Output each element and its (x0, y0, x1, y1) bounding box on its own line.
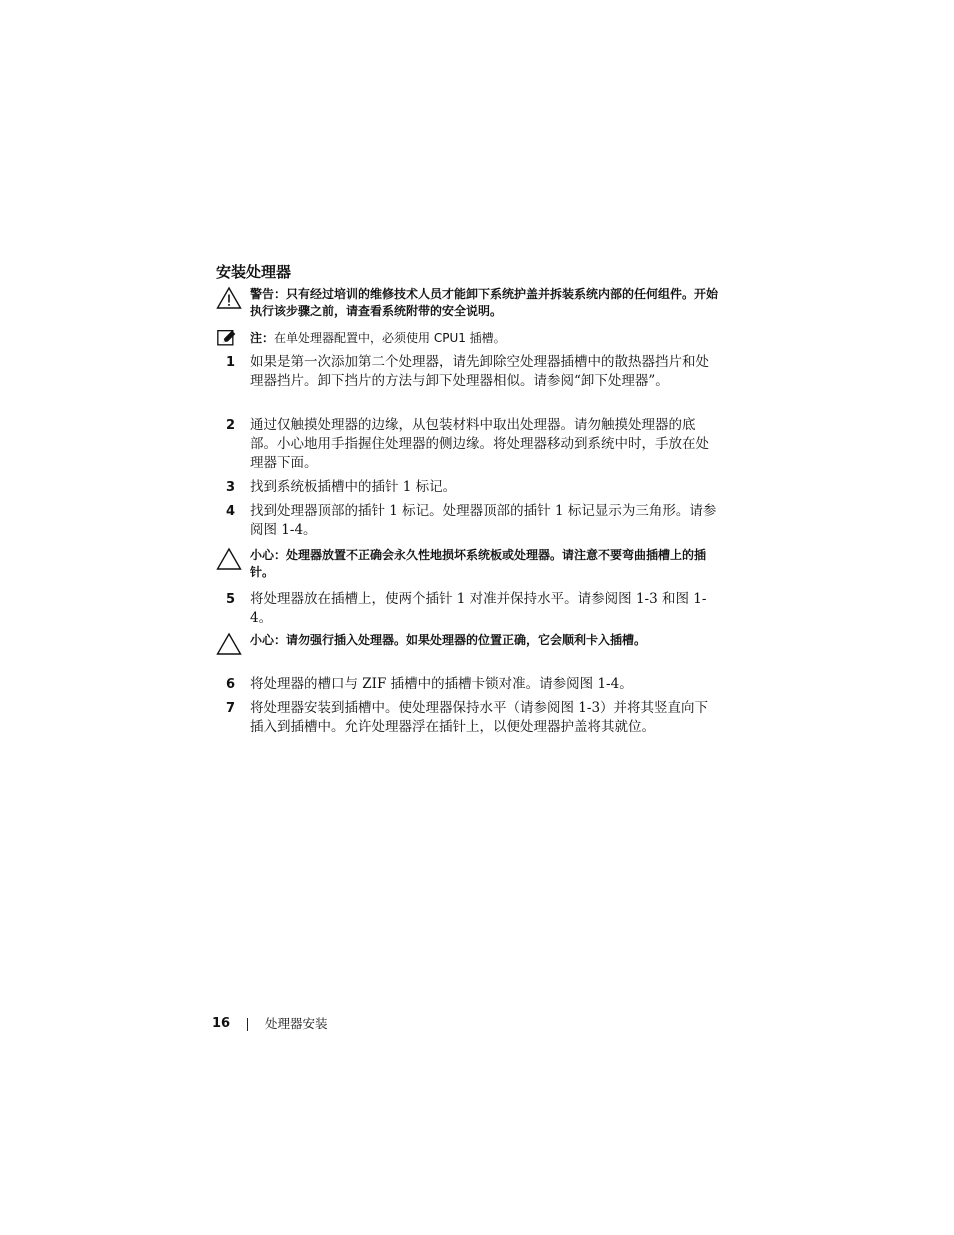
warning-triangle-icon (216, 286, 242, 310)
step-number: 1 (226, 355, 236, 370)
warning-notice (216, 286, 719, 326)
page-number: 16 (212, 1016, 231, 1031)
step-text: 将处理器安装到插槽中。使处理器保持水平（请参阅图 1-3）并将其竖直向下插入到插槽中。允许处理器浮在插针上，以便处理器护盖将其就位。 (250, 700, 709, 735)
caution-text (250, 547, 720, 581)
step-number: 3 (226, 480, 236, 495)
step-text: 将处理器放在插槽上，使两个插针 1 对准并保持水平。请参阅图 1-3 和图 1-4。 (250, 591, 707, 626)
warning-label: 警告： (250, 287, 287, 301)
caution-notice (216, 632, 711, 672)
step-text: 找到处理器顶部的插针 1 标记。处理器顶部的插针 1 标记显示为三角形。请参阅图 1-4。 (250, 503, 717, 538)
note-label: 注： (250, 331, 275, 345)
caution-triangle-icon (216, 547, 242, 571)
note-body: 在单处理器配置中，必须使用 CPU1 插槽。 (274, 331, 506, 345)
footer-divider (247, 1018, 248, 1031)
caution-body: 请勿强行插入处理器。如果处理器的位置正确，它会顺利卡入插槽。 (286, 633, 647, 647)
step-text: 如果是第一次添加第二个处理器，请先卸除空处理器插槽中的散热器挡片和处理器挡片。卸下挡片的方法与卸下处理器相似。请参阅“卸下处理器”。 (250, 354, 709, 389)
warning-text (250, 286, 720, 320)
footer-chapter-title: 处理器安装 (265, 1016, 328, 1031)
caution-label: 小心： (250, 633, 287, 647)
step-number: 4 (226, 504, 236, 519)
step-text: 将处理器的槽口与 ZIF 插槽中的插槽卡锁对准。请参阅图 1-4。 (250, 676, 633, 692)
step-number: 7 (226, 701, 236, 716)
caution-label: 小心： (250, 548, 287, 562)
step-number: 2 (226, 418, 236, 433)
step-number: 6 (226, 677, 236, 692)
note-pencil-icon (216, 329, 238, 349)
note-text (250, 330, 720, 347)
step-number: 5 (226, 592, 236, 607)
caution-text (250, 632, 720, 649)
caution-triangle-icon (216, 632, 242, 656)
note-notice (216, 330, 711, 350)
step-text: 找到系统板插槽中的插针 1 标记。 (250, 479, 457, 495)
step-text: 通过仅触摸处理器的边缘，从包装材料中取出处理器。请勿触摸处理器的底部。小心地用手指握住处理器的侧边缘。将处理器移动到系统中时，手放在处理器下面。 (250, 417, 709, 471)
warning-body: 只有经过培训的维修技术人员才能卸下系统护盖并拆装系统内部的任何组件。开始执行该步骤之前，请查看系统附带的安全说明。 (250, 287, 719, 318)
section-title: 安装处理器 (216, 263, 292, 281)
caution-body: 处理器放置不正确会永久性地损坏系统板或处理器。请注意不要弯曲插槽上的插针。 (250, 548, 707, 579)
caution-notice (216, 547, 711, 587)
